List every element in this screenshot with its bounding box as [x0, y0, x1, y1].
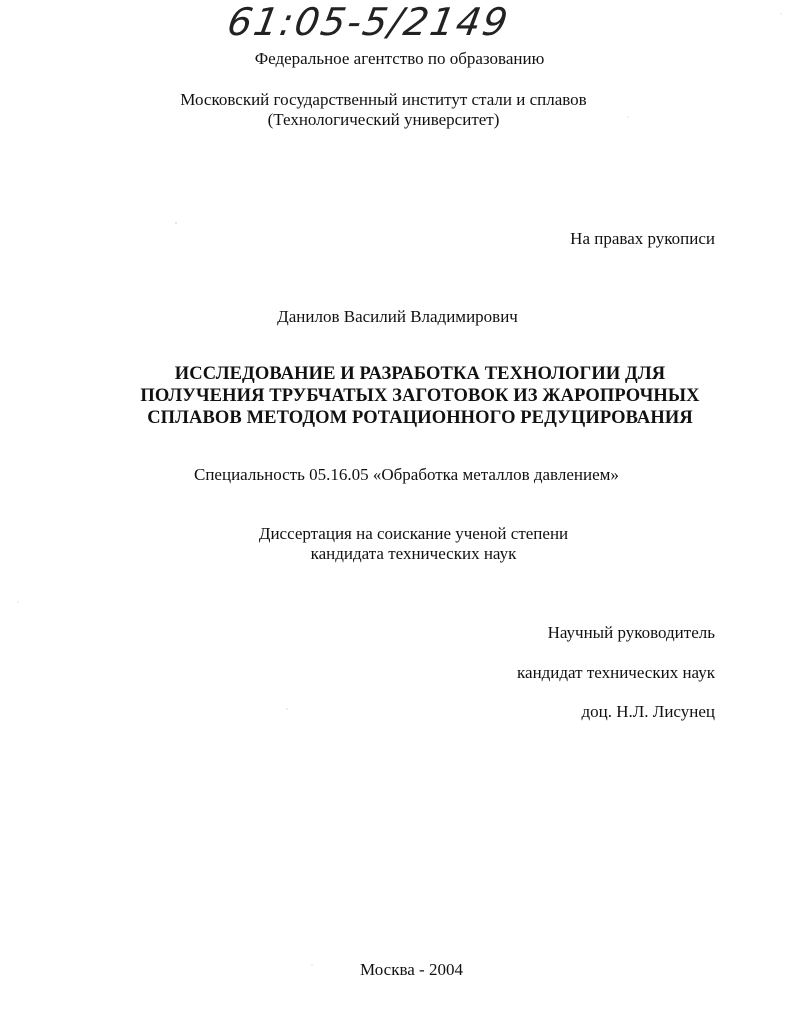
speck	[175, 222, 176, 223]
supervisor-name: доц. Н.Л. Лисунец	[581, 702, 715, 721]
title-line-2: ПОЛУЧЕНИЯ ТРУБЧАТЫХ ЗАГОТОВОК ИЗ ЖАРОПРОЧНЫХ	[140, 386, 700, 406]
title-line-1: ИССЛЕДОВАНИЕ И РАЗРАБОТКА ТЕХНОЛОГИИ ДЛЯ	[174, 364, 666, 384]
agency-line: Федеральное агентство по образованию	[254, 49, 545, 68]
dissertation-line-1: Диссертация на соискание ученой степени	[258, 524, 569, 543]
supervisor-degree: кандидат технических наук	[517, 663, 715, 682]
supervisor-label: Научный руководитель	[547, 623, 715, 642]
institute-line-2: (Технологический университет)	[267, 110, 500, 129]
specialty-line: Специальность 05.16.05 «Обработка металлов давлением»	[194, 465, 619, 484]
speck	[17, 601, 18, 602]
city-year: Москва - 2004	[360, 960, 463, 979]
speck	[286, 708, 287, 709]
title-line-3: СПЛАВОВ МЕТОДОМ РОТАЦИОННОГО РЕДУЦИРОВАНИЯ	[147, 408, 693, 428]
author-name: Данилов Василий Владимирович	[277, 307, 518, 326]
manuscript-note: На правах рукописи	[570, 229, 715, 248]
handwritten-archive-number: 61:05-5/2149	[224, 0, 513, 44]
dissertation-line-2: кандидата технических наук	[310, 544, 517, 563]
speck	[780, 13, 781, 14]
institute-line-1: Московский государственный институт стали и сплавов	[180, 90, 587, 109]
